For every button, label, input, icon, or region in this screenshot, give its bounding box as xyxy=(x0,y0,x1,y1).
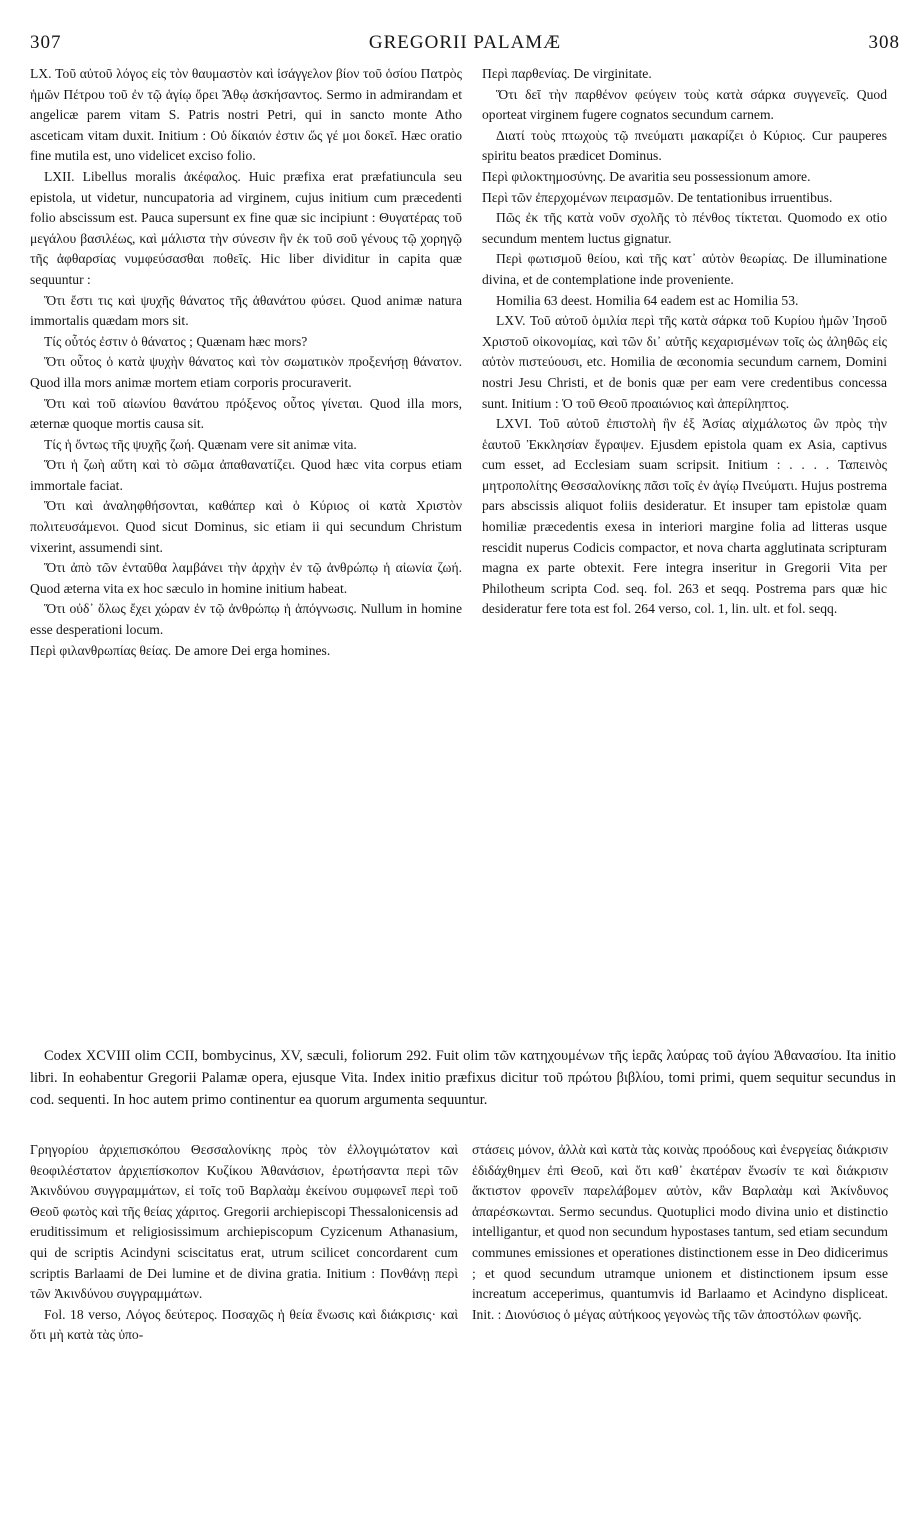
chapter-entry: Ὅτι ἡ ζωὴ αὕτη καὶ τὸ σῶμα ἀπαθανατίζει. Quod hæc vita corpus etiam immortale faciat. xyxy=(30,457,462,493)
chapter-entry: Ὅτι καὶ τοῦ αἰωνίου θανάτου πρόξενος οὗτος γίνεται. Quod illa mors, æternæ quoque mortis causa sit. xyxy=(30,395,462,432)
chapter-entry: Διατί τοὺς πτωχοὺς τῷ πνεύματι μακαρίζει ὁ Κύριος. Cur pauperes spiritu beatos prædicet Dominus. xyxy=(482,127,887,164)
paragraph-lxv: LXV. Τοῦ αὐτοῦ ὁμιλία περὶ τῆς κατὰ σάρκα τοῦ Κυρίου ἡμῶν Ἰησοῦ Χριστοῦ οἰκονομίας, καὶ τῶν δι᾽ αὐτῆς κεχαρισμένων τοῖς ὡς ἀληθῶς εἰς αὐτὸν πιστεύουσι, etc. Homilia de œconomia secundum carnem, Domini nostri Jesu Christi, et de bonis quæ per eam vere credentibus concessa sunt. Initium : Ὁ τοῦ Θεοῦ προαιώνιος καὶ ἀπερίληπτος. xyxy=(482,313,887,411)
chapter-entry: Πῶς ἐκ τῆς κατὰ νοῦν σχολῆς τὸ πένθος τίκτεται. Quomodo ex otio secundum mentem luctus gignatur. xyxy=(482,210,887,246)
chapter-entry: Περὶ φωτισμοῦ θείου, καὶ τῆς κατ᾽ αὐτὸν θεωρίας. De illuminatione divina, et de contemplatione inde proveniente. xyxy=(482,251,887,287)
chapter-entry: Ὅτι ἔστι τις καὶ ψυχῆς θάνατος τῆς ἀθανάτου φύσει. Quod animæ natura immortalis quædam mors sit. xyxy=(30,292,462,329)
top-right-column xyxy=(482,64,887,620)
codex-description xyxy=(30,1045,896,1111)
top-left-column xyxy=(30,64,462,661)
chapter-entry: Περὶ φιλανθρωπίας θείας. De amore Dei erga homines. xyxy=(30,642,331,658)
sermo-first-entry: Γρηγορίου ἀρχιεπισκόπου Θεσσαλονίκης πρὸς τὸν ἐλλογιμώτατον καὶ θεοφιλέστατον ἀρχιεπίσκοπον Κυζίκου Ἀθανάσιον, ἐρωτήσαντα περὶ τῶν Ἀκινδύνου συγγραμμάτων, εἰ τοῖς τοῦ Βαρλαὰμ ἐκείνου συμφωνεῖ περὶ τοῦ Θεοῦ φωτὸς καὶ τῆς θείας χάριτος. Gregorii archiepiscopi Thessalonicensis ad eruditissimum et religiosissimum archiepiscopum Cyzicenum Athanasium, qui de scriptis Acindyni sciscitatus erat, utrum scilicet concordarent cum scriptis Barlaami de Dei lumine et de divina gratia. Initium : Πονθάνῃ περὶ τῶν Ἀκινδύνου συγγραμμάτων. xyxy=(30,1142,458,1302)
chapter-entry: Ὅτι καὶ ἀναληφθήσονται, καθάπερ καὶ ὁ Κύριος οἱ κατὰ Χριστὸν πολιτευσάμενοι. Quod sicut Dominus, sic etiam ii qui secundum Christum vixerint, assumendi sint. xyxy=(30,498,462,555)
codex-paragraph: Codex XCVIII olim CCII, bombycinus, XV, sæculi, foliorum 292. Fuit olim τῶν κατηχουμένων τῆς ἱερᾶς λαύρας τοῦ ἁγίου Ἀθανασίου. Ita initio libri. In eohabentur Gregorii Palamæ opera, ejusque Vita. Index initio præfixus dicitur τοῦ πρώτου βιβλίου, tomi primi, quem sequitur secundus in cod. sequenti. In hoc autem primo continentur ea quorum argumenta sequuntur. xyxy=(30,1048,896,1108)
sermo-second-continuation: στάσεις μόνον, ἀλλὰ καὶ κατὰ τὰς κοινὰς προόδους καὶ ἐνεργείας διάκρισιν ἐδιδάχθημεν ἐπὶ Θεοῦ, καὶ ὅτι καθ᾽ ἑκατέραν ἕνωσίν τε καὶ διάκρισιν ἄκτιστον φρονεῖν παρελάβομεν αὐτὸν, κἂν Βαρλαὰμ καὶ Ἀκίνδυνος ἀπαρέσκωνται. Sermo secundus. Quotuplici modo divina unio et distinctio intelligantur, et quod non secundum hypostases tantum, sed etiam secundum communes emissiones et operationes distinctionem esse in Deo didicerimus ; et quod secundum utramque unionem et distinctionem ipsum esse increatum acceperimus, quantumvis id Barlaamo et Acindyno displiceat. Init. : Διονύσιος ὁ μέγας αὐτήκοος γεγονὼς τῆς τῶν ἀποστόλων φωνῆς. xyxy=(472,1142,888,1322)
chapter-entry: Ὅτι δεῖ τὴν παρθένον φεύγειν τοὺς κατὰ σάρκα συγγενεῖς. Quod oporteat virginem fugere cognatos secundum carnem. xyxy=(482,86,887,123)
bottom-right-column xyxy=(472,1140,888,1325)
paragraph-lxvi: LXVI. Τοῦ αὐτοῦ ἐπιστολὴ ἣν ἐξ Ἀσίας αἰχμάλωτος ὢν πρὸς τὴν ἑαυτοῦ Ἐκκλησίαν ἔγραψεν. Ejusdem epistola quam ex Asia, captivus cum esset, ad Ecclesiam suam scripsit. Initium : . . . . Ταπεινὸς μητροπολίτης Θεσσαλονίκης πᾶσι τοῖς ἐν ἁγίῳ Πνεύματι. Hujus postrema pars abscissis aliquot foliis desideratur. Et insuper tam epistolæ quam homiliæ præcedentis exesa in interiori margine folia ad litteras usque rescidit nuperus Codicis compactor, et nova charta agglutinata scripturam magna ex parte obtexit. Fere integra inseritur in Gregorii Vita per Philotheum scripta Cod. seq. fol. 263 et seqq. Postrema pars quæ hic desideratur fere tota est fol. 264 verso, col. 1, lin. ult. et fol. seqq. xyxy=(482,416,887,617)
chapter-entry: Τίς ἡ ὄντως τῆς ψυχῆς ζωή. Quænam vere sit animæ vita. xyxy=(44,436,357,452)
bottom-left-column xyxy=(30,1140,458,1346)
chapter-entry: Περὶ παρθενίας. De virginitate. xyxy=(482,66,652,81)
chapter-entry: Τίς οὗτός ἐστιν ὁ θάνατος ; Quænam hæc mors? xyxy=(44,333,308,349)
chapter-entry: Ὅτι οὗτος ὁ κατὰ ψυχὴν θάνατος καὶ τὸν σωματικὸν προξενήσῃ θάνατον. Quod illa mors animæ mortem etiam corporis procuraverit. xyxy=(30,354,462,390)
page-number-right: 308 xyxy=(868,32,900,53)
homilia-note: Homilia 63 deest. Homilia 64 eadem est ac Homilia 53. xyxy=(496,292,799,308)
paragraph-lxii: LXII. Libellus moralis ἀκέφαλος. Huic præfixa erat præfatiuncula seu epistola, ut videtur, nuncupatoria ad virginem, cujus initium cum præcedenti folio abscissum est. Pauca supersunt ex fine quæ sic incipiunt : Θυγατέρας τοῦ μεγάλου βασιλέως, καὶ μάλιστα τὴν σύνεσιν ἣν ἐκ τοῦ σοῦ γένους τῷ χορηγῷ τῆς ἀφθαρσίας νυμφεύσασθαι ποθεῖς. Hic liber dividitur in capita quæ sequuntur : xyxy=(30,168,462,287)
chapter-entry: Περὶ φιλοκτημοσύνης. De avaritia seu possessionum amore. xyxy=(482,168,811,184)
chapter-entry: Ὅτι ἀπὸ τῶν ἐνταῦθα λαμβάνει τὴν ἀρχὴν ἐν τῷ ἀνθρώπῳ ἡ αἰωνία ζωή. Quod æterna vita ex hoc sæculo in homine initium habeat. xyxy=(30,560,462,596)
paragraph-lx: LX. Τοῦ αὐτοῦ λόγος εἰς τὸν θαυμαστὸν καὶ ἰσάγγελον βίον τοῦ ὁσίου Πατρὸς ἡμῶν Πέτρου τοῦ ἐν τῷ ἁγίῳ ὄρει Ἄθῳ ἀσκήσαντος. Sermo in admirandam et angelicæ parem vitam S. Patris nostri Petri, qui in sancto monte Atho asceticam vitam duxit. Initium : Οὐ δίκαιόν ἐστιν ὥς γέ μοι δοκεῖ. Hæc oratio fine mutila est, uno videlicet exciso folio. xyxy=(30,66,462,164)
sermo-second-entry: Fol. 18 verso, Λόγος δεύτερος. Ποσαχῶς ἡ θεία ἕνωσις καὶ διάκρισις· καὶ ὅτι μὴ κατὰ τὰς ὑπο- xyxy=(30,1306,458,1343)
chapter-entry: Ὅτι οὐδ᾽ ὅλως ἔχει χώραν ἐν τῷ ἀνθρώπῳ ἡ ἀπόγνωσις. Nullum in homine esse desperationi locum. xyxy=(30,601,462,638)
page-header xyxy=(30,32,900,62)
running-title: GREGORII PALAMÆ xyxy=(368,32,562,53)
chapter-entry: Περὶ τῶν ἐπερχομένων πειρασμῶν. De tentationibus irruentibus. xyxy=(482,189,833,205)
page-number-left: 307 xyxy=(30,32,62,53)
